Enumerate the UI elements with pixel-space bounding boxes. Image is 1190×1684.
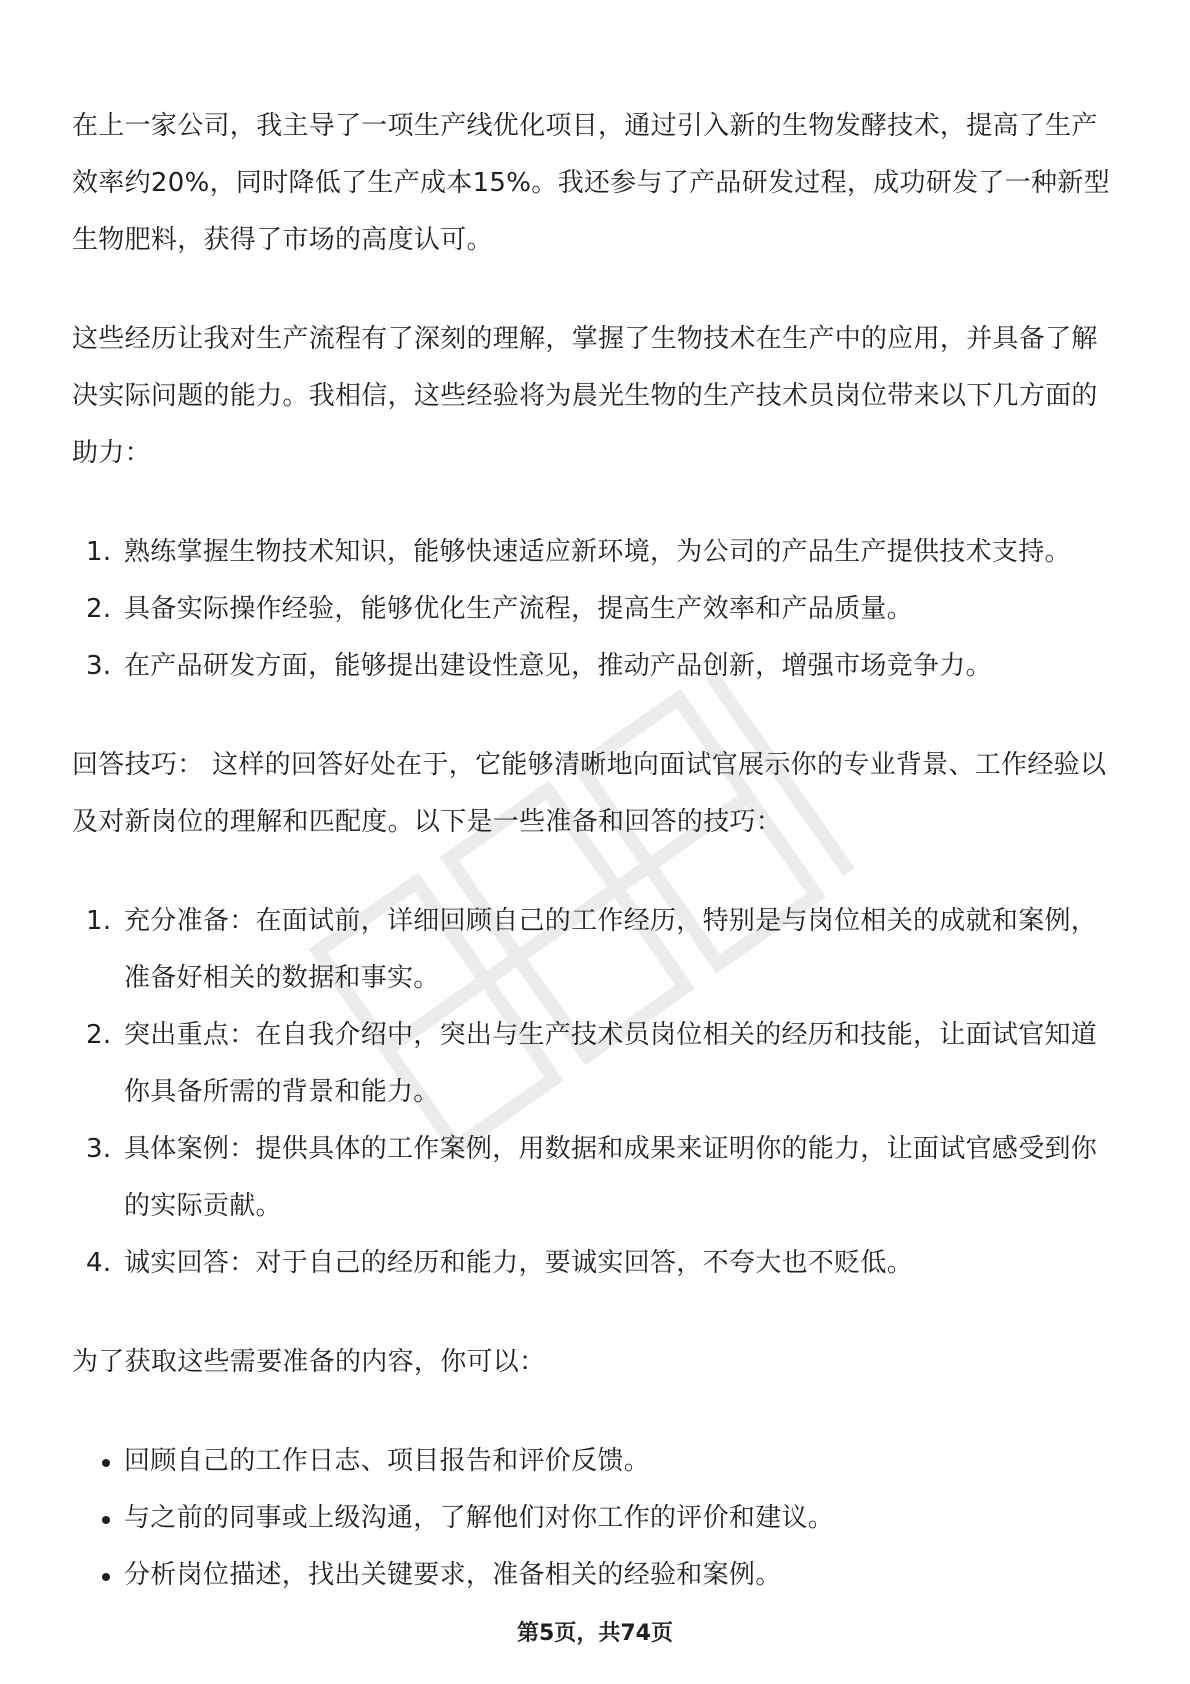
list-item-text: 诚实回答：对于自己的经历和能力，要诚实回答，不夸大也不贬低。 [124, 1248, 914, 1278]
list-item-text: 分析岗位描述，找出关键要求，准备相关的经验和案例。 [124, 1560, 782, 1590]
list-item-text: 充分准备：在面试前，详细回顾自己的工作经历，特别是与岗位相关的成就和案例，准备好相关的数据和事实。 [124, 906, 1098, 993]
list-item [72, 638, 1122, 695]
list-item [72, 524, 1122, 581]
benefits-list [72, 524, 1122, 695]
tips-list [72, 893, 1122, 1292]
list-item [72, 893, 1122, 1007]
paragraph-experience: 在上一家公司，我主导了一项生产线优化项目，通过引入新的生物发酵技术，提高了生产效率约20%，同时降低了生产成本15%。我还参与了产品研发过程，成功研发了一种新型生物肥料，获得了市场的高度认可。 [72, 111, 1110, 255]
list-item-text: 具备实际操作经验，能够优化生产流程，提高生产效率和产品质量。 [124, 594, 914, 624]
list-item-number: 4. [86, 1248, 112, 1278]
list-item-text: 与之前的同事或上级沟通，了解他们对你工作的评价和建议。 [124, 1503, 835, 1533]
list-item-number: 1. [86, 537, 112, 567]
paragraph-tips-intro: 回答技巧： 这样的回答好处在于，它能够清晰地向面试官展示你的专业背景、工作经验以及对新岗位的理解和匹配度。以下是一些准备和回答的技巧： [72, 750, 1107, 837]
list-item-number: 3. [86, 651, 112, 681]
bullet-dot-icon [102, 1573, 110, 1581]
list-item-number: 3. [86, 1134, 112, 1164]
preparation-list [72, 1433, 1122, 1604]
list-item [72, 1433, 1122, 1490]
list-item-text: 熟练掌握生物技术知识，能够快速适应新环境，为公司的产品生产提供技术支持。 [124, 537, 1071, 567]
list-item-number: 2. [86, 594, 112, 624]
bullet-dot-icon [102, 1516, 110, 1524]
bullet-dot-icon [102, 1459, 110, 1467]
list-item-number: 2. [86, 1020, 112, 1050]
list-item [72, 1121, 1122, 1235]
list-item [72, 1490, 1122, 1547]
list-item-text: 具体案例：提供具体的工作案例，用数据和成果来证明你的能力，让面试官感受到你的实际贡献。 [124, 1134, 1098, 1221]
list-item [72, 1547, 1122, 1604]
page-number: 第5页，共74页 [517, 1621, 673, 1646]
list-item-number: 1. [86, 906, 112, 936]
paragraph-understanding: 这些经历让我对生产流程有了深刻的理解，掌握了生物技术在生产中的应用，并具备了解决实际问题的能力。我相信，这些经验将为晨光生物的生产技术员岗位带来以下几方面的助力： [72, 324, 1098, 468]
list-item-text: 回顾自己的工作日志、项目报告和评价反馈。 [124, 1446, 651, 1476]
list-item [72, 1007, 1122, 1121]
document-body [72, 98, 1122, 1646]
list-item-text: 突出重点：在自我介绍中，突出与生产技术员岗位相关的经历和技能，让面试官知道你具备所需的背景和能力。 [124, 1020, 1098, 1107]
list-item [72, 1235, 1122, 1292]
list-item [72, 581, 1122, 638]
paragraph-preparation: 为了获取这些需要准备的内容，你可以： [72, 1347, 546, 1377]
list-item-text: 在产品研发方面，能够提出建设性意见，推动产品创新，增强市场竞争力。 [124, 651, 992, 681]
